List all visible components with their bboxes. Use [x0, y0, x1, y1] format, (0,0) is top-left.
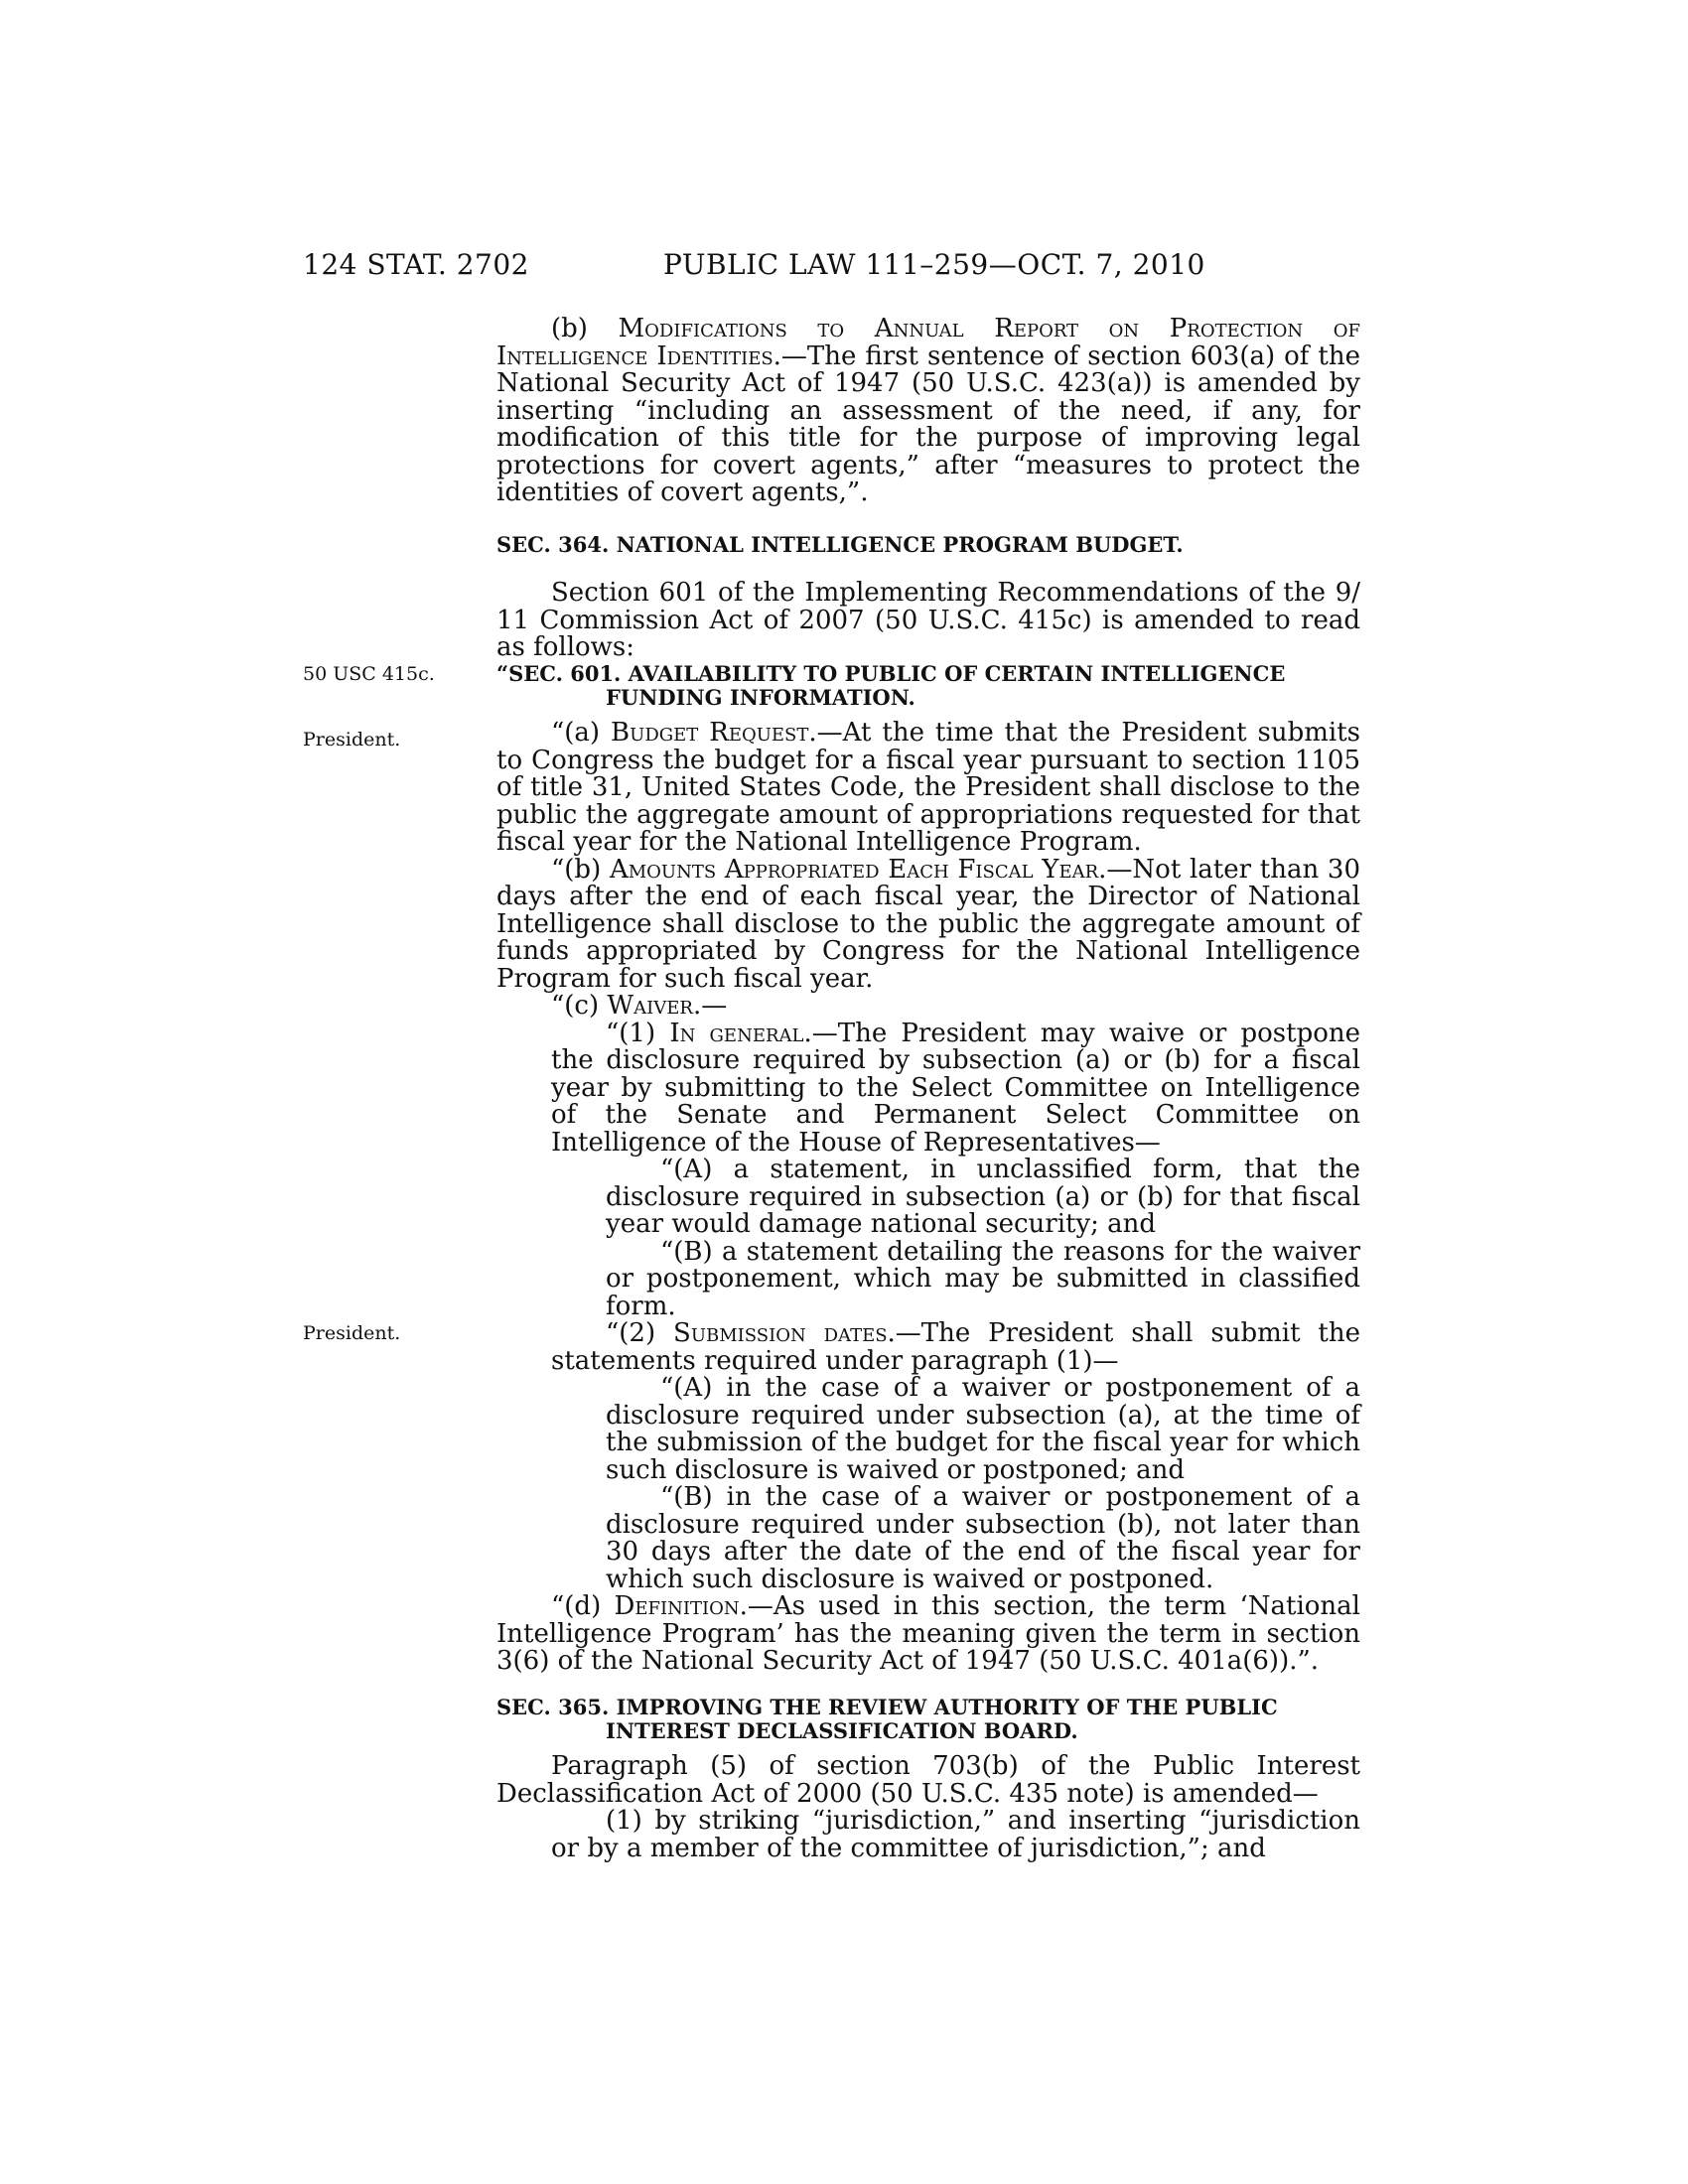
- paragraph-c2B: “(B) in the case of a waiver or postponement of a disclosure required under subsection (b), not later than 30 days after the date of the end of the fiscal year for which such disclosure is waived or postponed.: [606, 1482, 1360, 1594]
- paragraph: Section 601 of the Implementing Recommendations of the 9/ 11 Commission Act of 2007 (50 U.S.C. 415c) is amended to read as follows:: [496, 578, 1360, 662]
- paragraph-c1A: “(A) a statement, in unclassified form, that the disclosure required in subsection (a) or (b) for that fiscal year would damage national security; and: [606, 1155, 1360, 1239]
- section-365: [496, 1696, 1360, 1862]
- margin-note-usc: 50 USC 415c.: [303, 663, 435, 685]
- section-heading: SEC. 364. NATIONAL INTELLIGENCE PROGRAM BUDGET.: [496, 532, 1184, 557]
- paragraph: Paragraph (5) of section 703(b) of the Public Interest Declassification Act of 2000 (50 U.S.C. 435 note) is amended—: [496, 1751, 1360, 1809]
- section-601: [496, 662, 1360, 1676]
- paragraph-d: “(d) Definition.—As used in this section, the term ‘National Intelligence Program’ has the meaning given the term in section 3(6) of the National Security Act of 1947 (50 U.S.C. 401a(6)).”.: [496, 1591, 1360, 1676]
- paragraph-c1: “(1) In general.—The President may waive or postpone the disclosure required by subsection (a) or (b) for a fiscal year by submitting to the Select Committee on Intelligence of the Senate and Permanent Select Committee on Intelligence of the House of Representatives—: [551, 1018, 1360, 1158]
- paragraph-c: “(c) Waiver.—: [551, 991, 728, 1021]
- paragraph-c1B: “(B) a statement detailing the reasons for the waiver or postponement, which may be submitted in classified form.: [606, 1236, 1360, 1321]
- section-heading: SEC. 365. IMPROVING THE REVIEW AUTHORITY OF THE PUBLIC INTEREST DECLASSIFICATION BOARD.: [496, 1695, 1278, 1743]
- subsection-363b: [496, 316, 1360, 507]
- subsection-heading: Modifications to Annual Report on Protection of Intelligence Identities: [496, 314, 1360, 371]
- section-364: [496, 533, 1360, 662]
- paragraph-a: “(a) Budget Request.—At the time that the President submits to Congress the budget for a fiscal year pursuant to section 1105 of title 31, United States Code, the President shall disclose to the public the aggregate amount of appropriations requested for that fiscal year for the National Intelligence Program.: [496, 718, 1360, 857]
- paragraph-c2A: “(A) in the case of a waiver or postponement of a disclosure required under subsection (a), at the time of the submission of the budget for the fiscal year for which such disclosure is waived or postponed; and: [606, 1373, 1360, 1485]
- margin-note-president: President.: [303, 1322, 401, 1344]
- page-running-title: PUBLIC LAW 111–259—OCT. 7, 2010: [663, 248, 1205, 281]
- paragraph-c2: “(2) Submission dates.—The President shall submit the statements required under paragraph (1)—: [551, 1318, 1360, 1376]
- paragraph-item-1: (1) by striking “jurisdiction,” and inserting “jurisdiction or by a member of the committee of jurisdiction,”; and: [551, 1806, 1360, 1863]
- margin-note-president: President.: [303, 729, 401, 751]
- page-stat-citation: 124 STAT. 2702: [303, 248, 529, 281]
- paragraph: (b) Modifications to Annual Report on Protection of Intelligence Identities.—The first sentence of section 603(a) of the National Security Act of 1947 (50 U.S.C. 423(a)) is amended by inserting “including an assessment of the need, if any, for modification of this title for the purpose of improving legal protections for covert agents,” after “measures to protect the identities of covert agents,”.: [496, 314, 1360, 507]
- paragraph-b: “(b) Amounts Appropriated Each Fiscal Year.—Not later than 30 days after the end of each fiscal year, the Director of National Intelligence shall disclose to the public the aggregate amount of funds appropriated by Congress for the National Intelligence Program for such fiscal year.: [496, 854, 1361, 994]
- section-heading: “SEC. 601. AVAILABILITY TO PUBLIC OF CERTAIN INTELLIGENCE FUNDING INFORMATION.: [496, 661, 1286, 710]
